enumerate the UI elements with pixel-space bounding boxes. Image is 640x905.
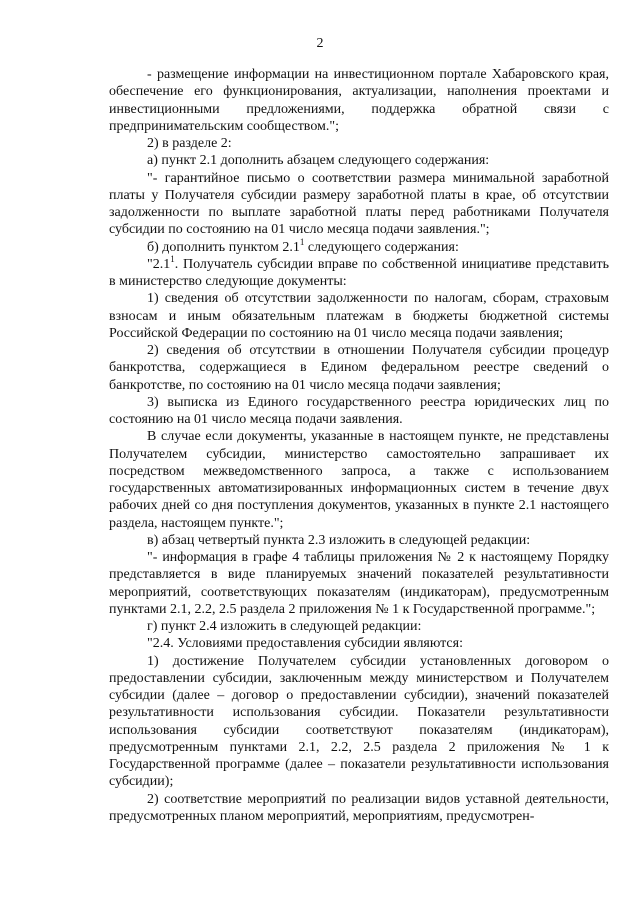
paragraph-text: "- гарантийное письмо о соответствии размера минимальной заработной платы у Получателя субсидии размеру заработной платы в крае, об отсутствии задолженности по выплате заработной платы перед работниками Получателя субсидии по состоянию на 01 число месяца подачи заявления."; (109, 170, 609, 238)
paragraph (109, 236, 609, 256)
paragraph (109, 532, 609, 549)
paragraph (109, 428, 609, 532)
paragraph-text: - размещение информации на инвестиционном портале Хабаровского края, обеспечение его функционирования, актуализации, наполнения проектами и инвестиционными предложениями, поддержка обратной связи с предпринимательским сообществом."; (109, 67, 609, 134)
paragraph (109, 653, 609, 791)
paragraph (109, 791, 609, 826)
paragraph-text-continued: . Получатель субсидии вправе по собственной инициативе представить в министерство следующие документы: (109, 256, 609, 289)
paragraph-text: в) абзац четвертый пункта 2.3 изложить в следующей редакции: (147, 532, 531, 548)
paragraph (109, 253, 609, 291)
superscript: 1 (170, 253, 175, 264)
paragraph (109, 549, 609, 618)
paragraph-text: 2) в разделе 2: (147, 136, 232, 151)
paragraph-text: "- информация в графе 4 таблицы приложения № 2 к настоящему Порядку представляется в виде планируемых значений показателей результативности мероприятий, соответствующих показателям (индикаторам), предусмотренным пунктами 2.1, 2.2, 2.5 раздела 2 приложения № 1 к Государственной программе."; (109, 550, 609, 617)
paragraph (109, 635, 609, 652)
paragraph (109, 290, 609, 342)
paragraph (109, 342, 609, 394)
page-number: 2 (316, 36, 324, 51)
paragraph-text: В случае если документы, указанные в настоящем пункте, не представлены Получателем субсидии, министерство самостоятельно запрашивает их посредством межведомственного запроса, а также с использованием государственных автоматизированных информационных систем в течение двух рабочих дней со дня поступления документов, указанных в пункте 2.1 настоящего раздела, настоящем пункте."; (109, 429, 609, 531)
paragraph-text: 2) соответствие мероприятий по реализации видов уставной деятельности, предусмотренных планом мероприятий, мероприятиям, предусмотрен- (109, 791, 609, 824)
paragraph (109, 135, 609, 152)
paragraph (109, 152, 609, 169)
paragraph (109, 618, 609, 635)
paragraph-text: "2.1 (147, 256, 171, 272)
document-body (109, 66, 609, 825)
paragraph-text: а) пункт 2.1 дополнить абзацем следующего содержания: (147, 153, 490, 169)
paragraph-text: б) дополнить пунктом 2.1 (147, 239, 300, 255)
paragraph-text-continued: следующего содержания: (304, 239, 459, 255)
paragraph-text: г) пункт 2.4 изложить в следующей редакции: (147, 619, 422, 634)
paragraph-text: 1) достижение Получателем субсидии установленных договором о предоставлении субсидии, заключенным между министерством и Получателем субсидии (далее – договор о предоставлении субсидии), значений показателей результативности использования субсидии. Показатели результативности использования субсидии соответствуют показателям (индикаторам), предусмотренным пунктами 2.1, 2.2, 2.5 раздела 2 приложения № 1 к Государственной программе (далее – показатели результативности использования субсидии); (109, 653, 609, 790)
paragraph-text: 2) сведения об отсутствии в отношении Получателя субсидии процедур банкротства, содержащиеся в Едином федеральном реестре сведений о банкротстве, по состоянию на 01 число месяца подачи заявления; (109, 343, 609, 393)
paragraph (109, 66, 609, 135)
paragraph (109, 170, 609, 239)
paragraph-text: 1) сведения об отсутствии задолженности по налогам, сборам, страховым взносам и иным обязательным платежам в бюджеты бюджетной системы Российской Федерации по состоянию на 01 число месяца подачи заявления; (109, 291, 609, 341)
paragraph-text: 3) выписка из Единого государственного реестра юридических лиц по состоянию на 01 число месяца подачи заявления. (109, 394, 609, 427)
paragraph-text: "2.4. Условиями предоставления субсидии являются: (147, 636, 463, 652)
paragraph (109, 394, 609, 429)
superscript: 1 (299, 236, 305, 247)
